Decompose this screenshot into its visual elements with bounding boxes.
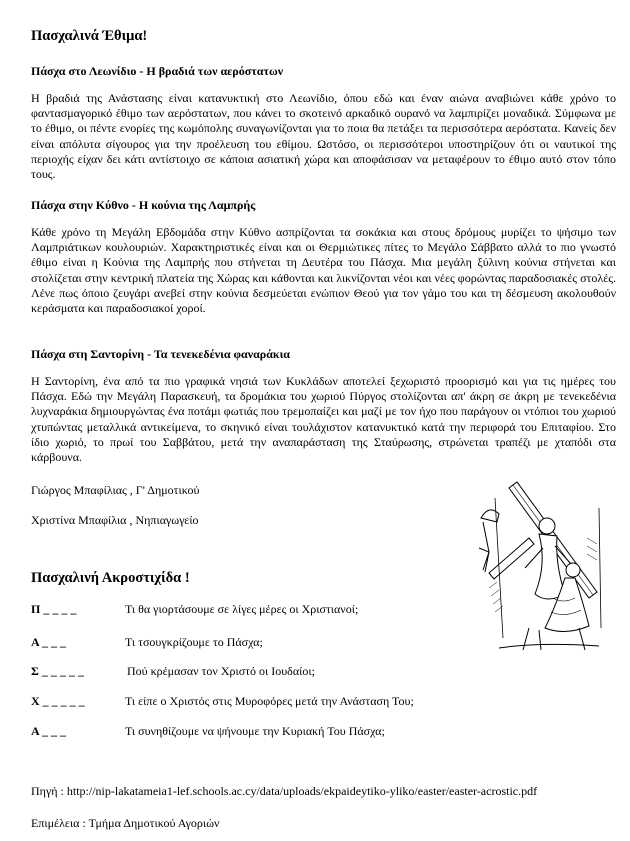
acrostic-question: Τι τσουγκρίζουμε το Πάσχα; (125, 635, 263, 649)
acrostic-question: Πού κρέμασαν τον Χριστό οι Ιουδαίοι; (127, 664, 315, 678)
page-title: Πασχαλινά Έθιμα! (31, 28, 148, 44)
acrostic-question: Τι συνηθίζουμε να ψήνουμε την Κυριακή Του Πάσχα; (125, 724, 385, 738)
christ-carrying-cross-illustration (469, 478, 611, 662)
section-text-kythnos: Κάθε χρόνο τη Μεγάλη Εβδομάδα στην Κύθνο ασπρίζονται τα σοκάκια και στους δρόμους μυρίζει το ψήσιμο των Λαμπριάτικων κουλουριών. Χαρακτηριστικές είναι και οι Θερμιώτικες πίτες το Μεγάλο Σάββατο αλλά το πιο γνωστό έθιμο είναι η Κούνια της Λαμπρής που στήνεται τη Δευτέρα του Πάσχα. Μια μεγάλη ξύλινη κούνια στήνεται και στολίζεται στην κεντρική πλατεία της Χώρας και κάθονται και λικνίζονται νέοι και νέες φορώντας παραδοσιακές στολές. Λένε πως όποιο ζευγάρι ανεβεί στην κούνια δεσμεύεται ενώπιον Θεού για τον γάμο του και τη δέσμευση ακολουθούν κεράσματα και παραδοσιακοί χοροί. (31, 225, 616, 316)
acrostic-letter: Χ _ _ _ _ _ (31, 694, 85, 708)
section-text-leonidio: Η βραδιά της Ανάστασης είναι κατανυκτική στο Λεωνίδιο, όπου εδώ και έναν αιώνα αναβιώνει κάθε χρόνο το φαντασμαγορικό έθιμο των αερόστατων, που κάνει το σκοτεινό αρκαδικό ουρανό να λαμπιρίζει μοναδικά. Σύμφωνα με το έθιμο, οι πέντε ενορίες της κωμόπολης συναγωνίζονται για το ποια θα πετάξει τα περισσότερα αερόστατα. Κανείς δεν είναι απόλυτα σίγουρος για την προέλευση του εθίμου. Ωστόσο, οι περισσότεροι υποστηρίζουν ότι οι ναυτικοί της περιοχής είχαν δει κάτι αντίστοιχο σε κάποια ασιατική χώρα και αποφάσισαν να μεταφέρουν το έθιμο αυτό στον τόπο τους. (31, 91, 616, 182)
acrostic-question: Τι θα γιορτάσουμε σε λίγες μέρες οι Χριστιανοί; (125, 602, 359, 616)
signature-giorgos: Γιώργος Μπαφίλιας , Γ' Δημοτικού (31, 483, 200, 497)
section-heading-kythnos: Πάσχα στην Κύθνο - Η κούνια της Λαμπρής (31, 198, 256, 212)
section-heading-santorini: Πάσχα στη Σαντορίνη - Τα τενεκεδένια φαναράκια (31, 347, 290, 361)
source-line: Πηγή : http://nip-lakatameia1-lef.schools.ac.cy/data/uploads/ekpaideytiko-yliko/easter/easter-acrostic.pdf (31, 784, 538, 798)
section-heading-leonidio: Πάσχα στο Λεωνίδιο - Η βραδιά των αερόστατων (31, 64, 284, 78)
acrostic-question: Τι είπε ο Χριστός στις Μυροφόρες μετά την Ανάσταση Του; (125, 694, 414, 708)
acrostic-title: Πασχαλινή Ακροστιχίδα ! (31, 570, 190, 586)
acrostic-letter: Α _ _ _ (31, 724, 67, 738)
section-text-santorini: Η Σαντορίνη, ένα από τα πιο γραφικά νησιά των Κυκλάδων αποτελεί ξεχωριστό προορισμό και για τις ημέρες του Πάσχα. Εδώ την Μεγάλη Παρασκευή, τα δρομάκια του χωριού Πύργος στολίζονται απ' άκρη σε άκρη με τενεκεδένια λυχναράκια δημιουργώντας ένα ποτάμι φωτιάς που τρεμοπαίζει και μαζί με τον ήχο που παράγουν οι ντόπιοι του χωριού χτυπώντας μεταλλικά αντικείμενα, το σκηνικό είναι τουλάχιστον κατανυκτικό κατά την περιφορά του Επιταφίου. Στο ίδιο χωριό, το πρωί του Σαββάτου, μετά την αναπαράσταση της Σταύρωσης, στρώνεται τραπέζι με χταπόδι στα κάρβουνα. (31, 374, 616, 465)
acrostic-letter: Σ _ _ _ _ _ (31, 664, 84, 678)
signature-christina: Χριστίνα Μπαφίλια , Νηπιαγωγείο (31, 513, 199, 527)
credit-line: Επιμέλεια : Τμήμα Δημοτικού Αγοριών (31, 816, 220, 830)
acrostic-letter: Π _ _ _ _ (31, 602, 77, 616)
acrostic-letter: Α _ _ _ (31, 635, 67, 649)
